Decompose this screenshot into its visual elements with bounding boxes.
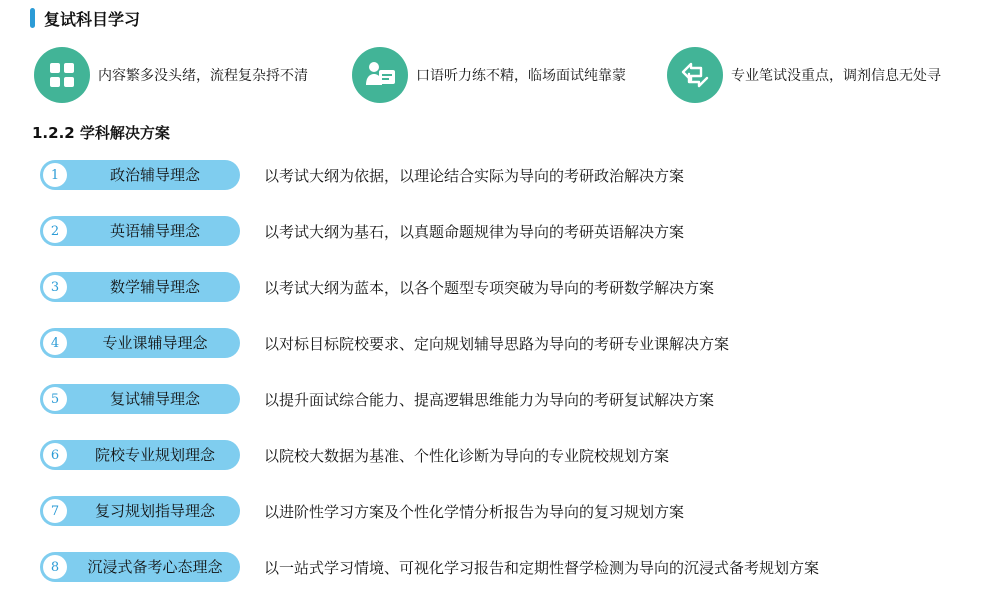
- solution-row: [40, 382, 990, 416]
- solution-pill: [40, 552, 240, 582]
- solution-label: 复试辅导理念: [109, 390, 200, 408]
- solution-description: 以一站式学习情境、可视化学习报告和定期性督学检测为导向的沉浸式备考规划方案: [264, 558, 820, 577]
- solution-row: [40, 326, 990, 360]
- issue-item: [667, 46, 941, 104]
- solution-description: 以进阶性学习方案及个性化学情分析报告为导向的复习规划方案: [264, 502, 685, 521]
- number-badge: 1: [43, 163, 67, 187]
- solution-row: [40, 214, 990, 248]
- number-badge: 8: [43, 555, 67, 579]
- number-badge: 6: [43, 443, 67, 467]
- solution-pill: [40, 496, 240, 526]
- solution-row: [40, 550, 990, 584]
- solution-label: 专业课辅导理念: [102, 334, 208, 352]
- solution-description: 以考试大纲为蓝本，以各个题型专项突破为导向的考研数学解决方案: [264, 278, 715, 297]
- solution-description: 以考试大纲为基石，以真题命题规律为导向的考研英语解决方案: [264, 222, 685, 241]
- solution-label: 复习规划指导理念: [94, 502, 215, 520]
- solution-label: 沉浸式备考心态理念: [87, 558, 223, 576]
- section-title: [30, 6, 140, 30]
- number-badge: 2: [43, 219, 67, 243]
- solution-label: 政治辅导理念: [109, 166, 200, 184]
- solution-row: [40, 494, 990, 528]
- solution-row: [40, 438, 990, 472]
- number-badge: 7: [43, 499, 67, 523]
- presenter-icon: [352, 47, 408, 103]
- issue-text: 口语听力练不精，临场面试纯靠蒙: [416, 68, 626, 84]
- number-badge: 5: [43, 387, 67, 411]
- number-badge: 4: [43, 331, 67, 355]
- issue-item: [34, 46, 308, 104]
- issue-text: 专业笔试没重点，调剂信息无处寻: [731, 68, 941, 84]
- solution-pill: [40, 160, 240, 190]
- solution-label: 院校专业规划理念: [94, 446, 215, 464]
- grid-icon: [34, 47, 90, 103]
- issues-row: [34, 46, 994, 104]
- issue-text: 内容繁多没头绪，流程复杂捋不清: [98, 68, 308, 84]
- solution-label: 数学辅导理念: [109, 278, 200, 296]
- solution-label: 英语辅导理念: [109, 222, 200, 240]
- solution-pill: [40, 440, 240, 470]
- title-accent-bar: [30, 8, 35, 28]
- solution-description: 以对标目标院校要求、定向规划辅导思路为导向的考研专业课解决方案: [264, 334, 730, 353]
- solution-pill: [40, 384, 240, 414]
- number-badge: 3: [43, 275, 67, 299]
- solution-row: [40, 158, 990, 192]
- exchange-arrows-icon: [667, 47, 723, 103]
- solution-pill: [40, 328, 240, 358]
- solutions-heading: 1.2.2 学科解决方案: [32, 124, 170, 142]
- solution-description: 以院校大数据为基准、个性化诊断为导向的专业院校规划方案: [264, 446, 670, 465]
- solution-description: 以提升面试综合能力、提高逻辑思维能力为导向的考研复试解决方案: [264, 390, 715, 409]
- solution-row: [40, 270, 990, 304]
- solution-description: 以考试大纲为依据，以理论结合实际为导向的考研政治解决方案: [264, 166, 685, 185]
- solution-pill: [40, 272, 240, 302]
- solution-pill: [40, 216, 240, 246]
- issue-item: [352, 46, 626, 104]
- section-title-text: 复试科目学习: [44, 9, 141, 29]
